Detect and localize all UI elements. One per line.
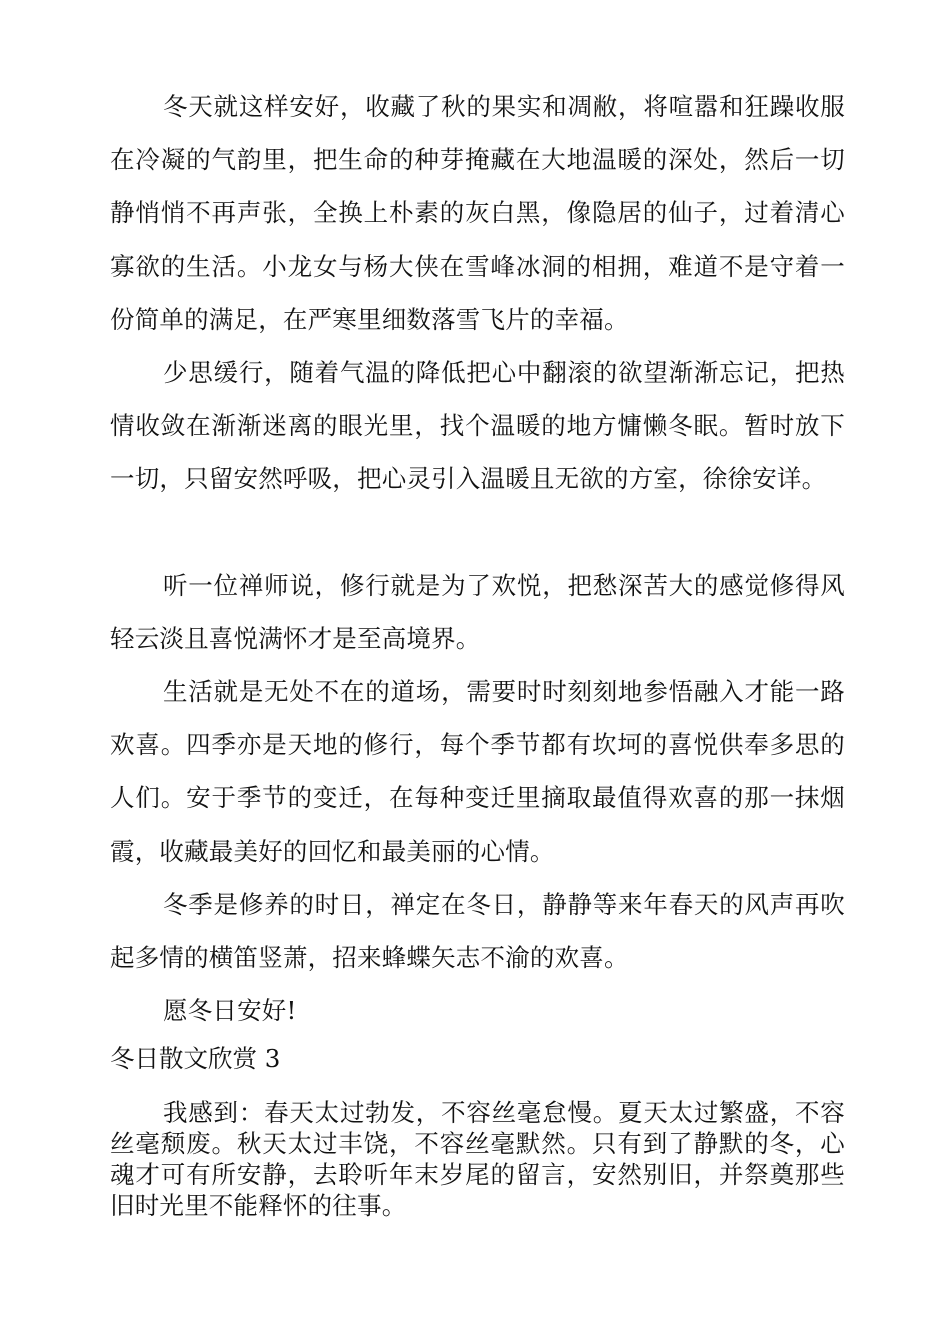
paragraph-6: 愿冬日安好! xyxy=(163,996,297,1025)
paragraph-5: 冬季是修养的时日，禅定在冬日，静静等来年春天的风声再吹起多情的横笛竖萧，招来蜂蝶矢志不渝的欢喜。 xyxy=(110,890,845,973)
section-heading: 冬日散文欣赏 3 xyxy=(110,1044,281,1073)
section-paragraph-1: 我感到：春天太过勃发，不容丝毫怠慢。夏天太过繁盛，不容丝毫颓废。秋天太过丰饶，不容丝毫默然。只有到了静默的冬，心魂才可有所安静，去聆听年末岁尾的留言，安然别旧，并祭奠那些旧时光里不能释怀的往事。 xyxy=(110,1098,845,1220)
paragraph-2: 少思缓行，随着气温的降低把心中翻滚的欲望渐渐忘记，把热情收敛在渐渐迷离的眼光里，找个温暖的地方慵懒冬眠。暂时放下一切，只留安然呼吸，把心灵引入温暖且无欲的方室，徐徐安详。 xyxy=(110,358,845,494)
paragraph-3: 听一位禅师说，修行就是为了欢悦，把愁深苦大的感觉修得风轻云淡且喜悦满怀才是至高境界。 xyxy=(110,571,845,654)
paragraph-1: 冬天就这样安好，收藏了秋的果实和凋敝，将喧嚣和狂躁收服在冷凝的气韵里，把生命的种芽掩藏在大地温暖的深处，然后一切静悄悄不再声张，全换上朴素的灰白黑，像隐居的仙子，过着清心寡欲的生活。小龙女与杨大侠在雪峰冰洞的相拥，难道不是守着一份简单的满足，在严寒里细数落雪飞片的幸福。 xyxy=(110,92,845,334)
paragraph-4: 生活就是无处不在的道场，需要时时刻刻地参悟融入才能一路欢喜。四季亦是天地的修行，每个季节都有坎坷的喜悦供奉多思的人们。安于季节的变迁，在每种变迁里摘取最值得欢喜的那一抹烟霞，收藏最美好的回忆和最美丽的心情。 xyxy=(110,677,845,866)
